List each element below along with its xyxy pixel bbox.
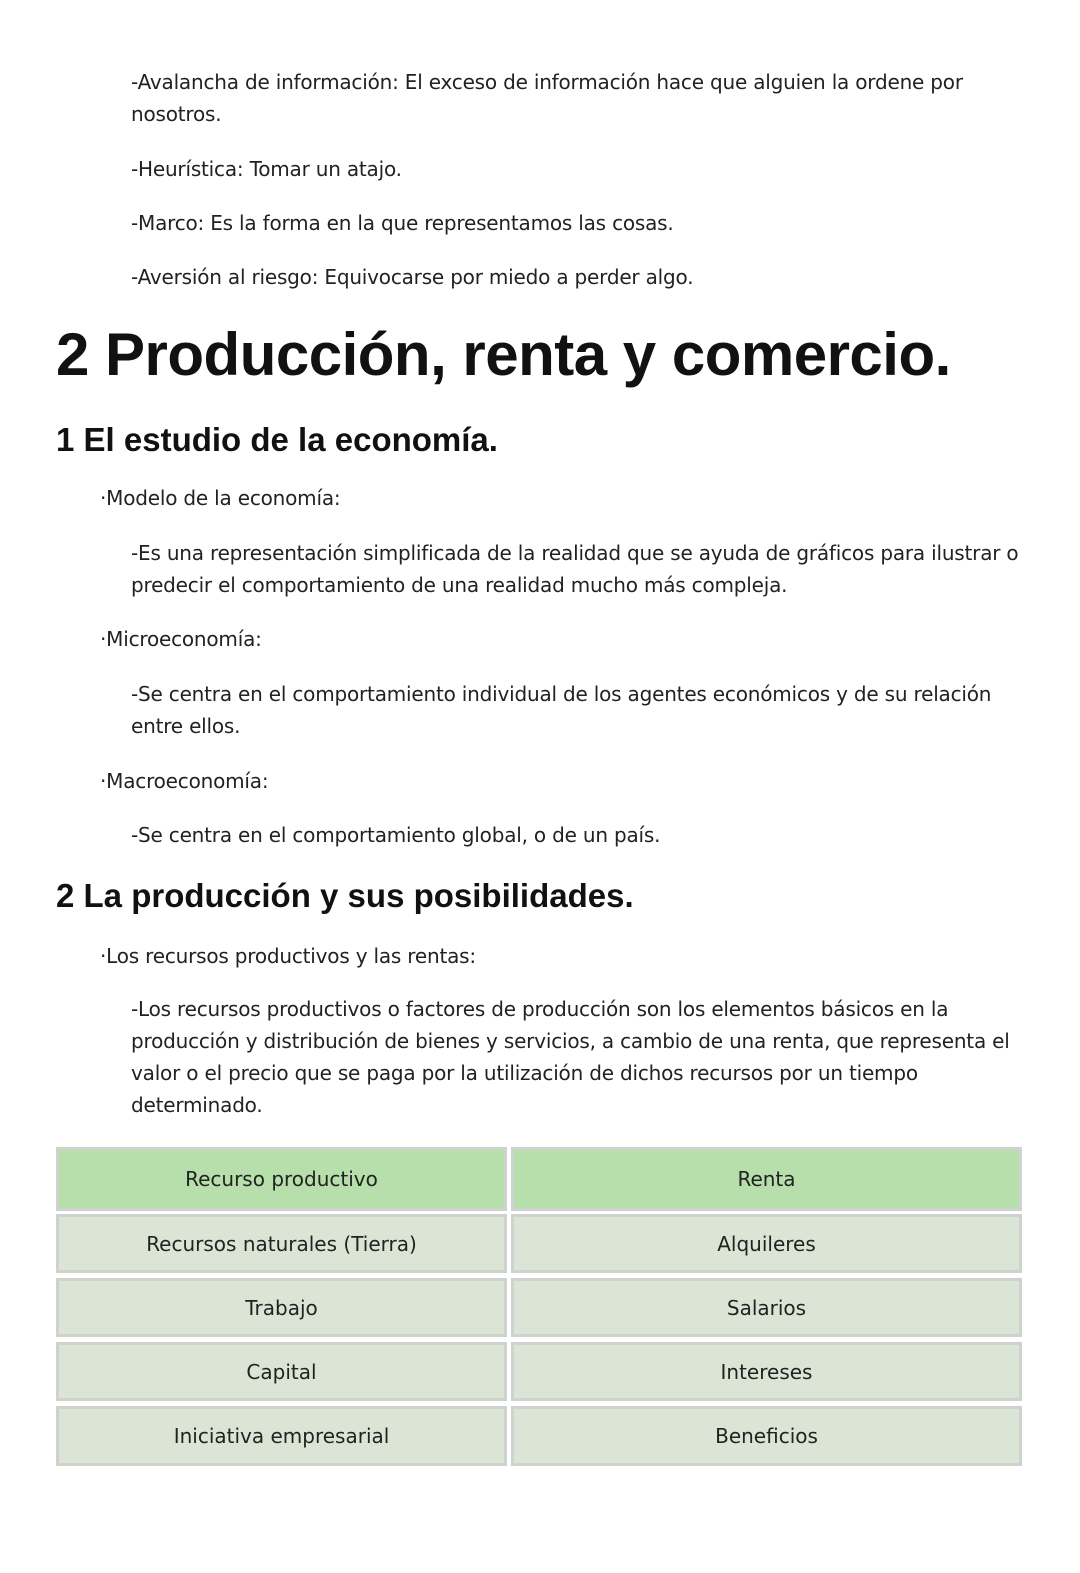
intro-item: -Marco: Es la forma en la que representamos las cosas.: [131, 211, 674, 235]
bullet-label: ·Macroeconomía:: [100, 769, 269, 793]
bullet-text: -Se centra en el comportamiento global, o de un país.: [131, 823, 661, 847]
bullet-text: -Es una representación simplificada de la realidad que se ayuda de gráficos para ilustrar o predecir el comportamiento de una realidad mucho más compleja.: [131, 541, 1019, 597]
table-header-cell: Recurso productivo: [56, 1147, 507, 1211]
bullet-label: ·Microeconomía:: [100, 627, 262, 651]
table-cell: Iniciativa empresarial: [56, 1406, 507, 1466]
table-cell: Salarios: [511, 1278, 1022, 1337]
bullet-label: ·Los recursos productivos y las rentas:: [100, 944, 476, 968]
table-cell: Intereses: [511, 1342, 1022, 1401]
intro-item: -Avalancha de información: El exceso de información hace que alguien la ordene por nosotros.: [131, 70, 963, 126]
bullet-text: -Se centra en el comportamiento individual de los agentes económicos y de su relación entre ellos.: [131, 682, 992, 738]
section-title: 1 El estudio de la economía.: [56, 421, 498, 458]
table-cell: Capital: [56, 1342, 507, 1401]
intro-item: -Aversión al riesgo: Equivocarse por miedo a perder algo.: [131, 265, 694, 289]
section-title: 2 La producción y sus posibilidades.: [56, 877, 634, 914]
table-header-cell: Renta: [511, 1147, 1022, 1211]
bullet-text: -Los recursos productivos o factores de producción son los elementos básicos en la producción y distribución de bienes y servicios, a cambio de una renta, que representa el valor o el precio que se paga por la utilización de dichos recursos por un tiempo determinado.: [131, 997, 1010, 1117]
table-cell: Beneficios: [511, 1406, 1022, 1466]
table-cell: Alquileres: [511, 1214, 1022, 1273]
bullet-label: ·Modelo de la economía:: [100, 486, 341, 510]
intro-item: -Heurística: Tomar un atajo.: [131, 157, 402, 181]
table-cell: Trabajo: [56, 1278, 507, 1337]
table-cell: Recursos naturales (Tierra): [56, 1214, 507, 1273]
chapter-title: 2 Producción, renta y comercio.: [56, 321, 951, 388]
